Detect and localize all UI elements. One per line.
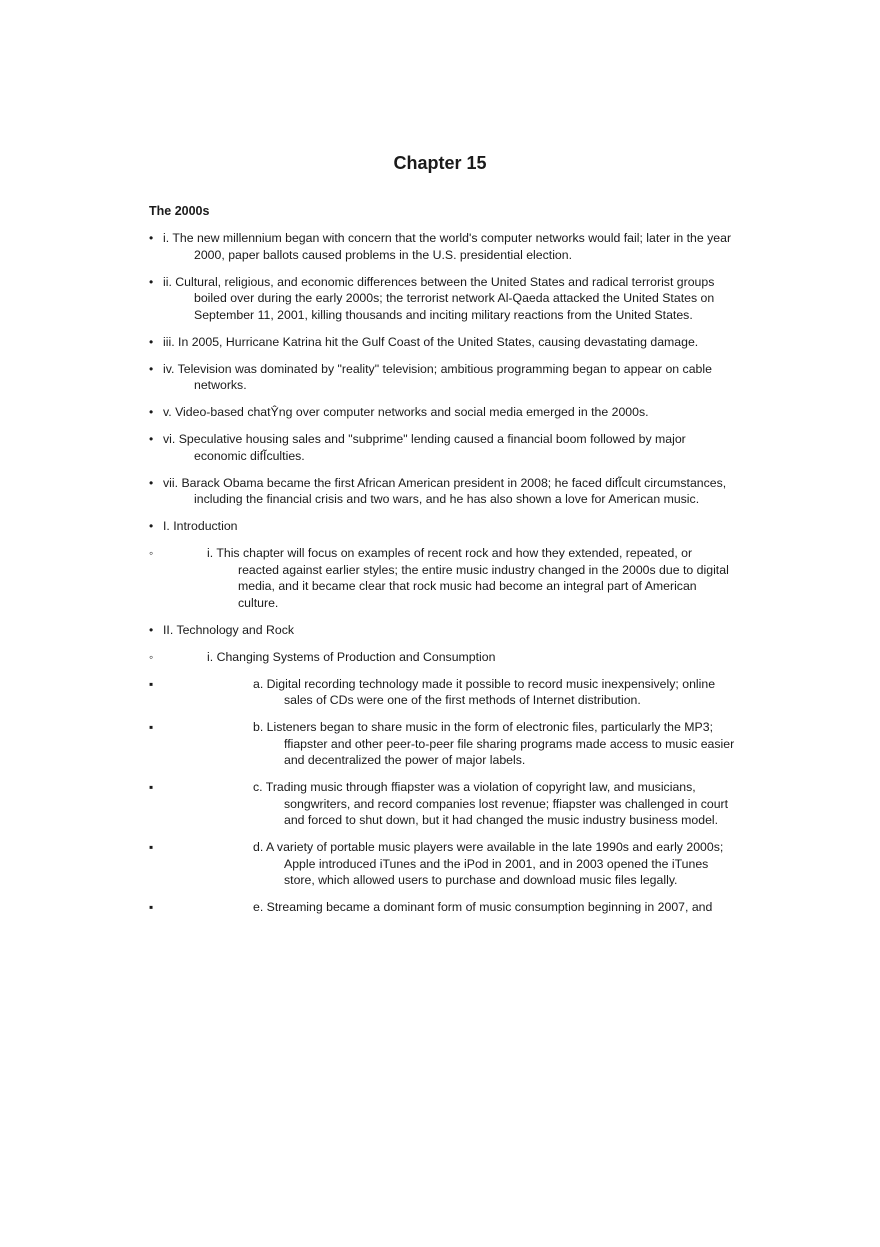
bullet-marker: • [149,231,154,245]
outline-item-text: d. A variety of portable music players were available in the late 1990s and early 2000s; Apple introduced iTunes and the iPod in 2001, and in 2003 opened the iTunes store, which allowed users to purchase and download music files legally. [253,840,724,887]
outline-item-level-1 [149,361,735,394]
outline-item-level-3 [149,899,735,916]
bullet-marker: • [149,334,154,349]
chapter-title: Chapter 15 [393,153,487,173]
bullet-marker: ◦ [149,649,154,664]
bullet-marker: ▪ [149,676,154,691]
outline-list [149,230,735,926]
bullet-marker: ▪ [149,840,154,854]
outline-item-text: b. Listeners began to share music in the form of electronic files, particularly the MP3; ffiapster and other peer-to-peer file sharing programs made access to music easier and decentralized the power of major labels. [253,720,735,767]
bullet-marker: • [149,405,154,419]
outline-item-level-2 [149,545,735,611]
outline-item-level-3 [149,839,735,889]
outline-item-text: ii. Cultural, religious, and economic differences between the United States and radical terrorist groups boiled over during the early 2000s; the terrorist network Al-Qaeda attacked the United States on September 11, 2001, killing thousands and inciting military reactions from the United States. [163,274,715,322]
section-heading: The 2000s [149,204,210,218]
bullet-marker: • [149,361,154,376]
bullet-marker: • [149,475,154,490]
outline-item-level-1 [149,230,735,263]
outline-item-level-3 [149,779,735,829]
outline-item-text: a. Digital recording technology made it possible to record music inexpensively; online sales of CDs were one of the first methods of Internet distribution. [253,676,716,707]
outline-item-level-1 [149,431,735,464]
outline-item-text: vi. Speculative housing sales and "subprime" lending caused a financial boom followed by major economic difĨculties. [163,432,686,463]
outline-item-level-3 [149,719,735,769]
outline-item-text: iii. In 2005, Hurricane Katrina hit the Gulf Coast of the United States, causing devastating damage. [163,334,699,349]
outline-item-text: i. The new millennium began with concern that the world's computer networks would fail; later in the year 2000, paper ballots caused problems in the U.S. presidential election. [163,231,732,262]
outline-item-text: iv. Television was dominated by "reality" television; ambitious programming began to appear on cable networks. [163,361,712,392]
outline-item-level-3 [149,676,735,709]
outline-item-level-2 [149,649,735,666]
outline-item-level-1 [149,334,735,351]
outline-item-text: c. Trading music through ffiapster was a violation of copyright law, and musicians, songwriters, and record companies lost revenue; ffiapster was challenged in court and forced to shut down, but it had changed the music industry business model. [253,780,729,827]
outline-item-text: e. Streaming became a dominant form of music consumption beginning in 2007, and [253,900,713,914]
outline-item-text: I. Introduction [163,519,238,533]
bullet-marker: • [149,519,154,533]
outline-item-text: vii. Barack Obama became the first African American president in 2008; he faced difĨcult circumstances, including the financial crisis and two wars, and he has also shown a love for American music. [163,475,727,506]
bullet-marker: ▪ [149,900,154,914]
outline-item-level-1 [149,274,735,324]
outline-item-text: i. This chapter will focus on examples of recent rock and how they extended, repeated, or reacted against earlier styles; the entire music industry changed in the 2000s due to digital media, and it became clear that rock music had become an integral part of American culture. [207,546,729,610]
outline-item-text: II. Technology and Rock [163,622,295,637]
bullet-marker: ▪ [149,780,154,794]
outline-item-level-1 [149,404,735,421]
outline-item-level-1 [149,475,735,508]
bullet-marker: • [149,622,154,637]
outline-item-text: i. Changing Systems of Production and Consumption [207,649,496,664]
bullet-marker: • [149,274,154,289]
bullet-marker: ▪ [149,720,154,734]
bullet-marker: ◦ [149,546,154,560]
bullet-marker: • [149,432,154,446]
outline-item-text: v. Video-based chatŶng over computer networks and social media emerged in the 2000s. [163,405,649,419]
outline-item-level-1 [149,518,735,535]
outline-item-level-1 [149,622,735,639]
